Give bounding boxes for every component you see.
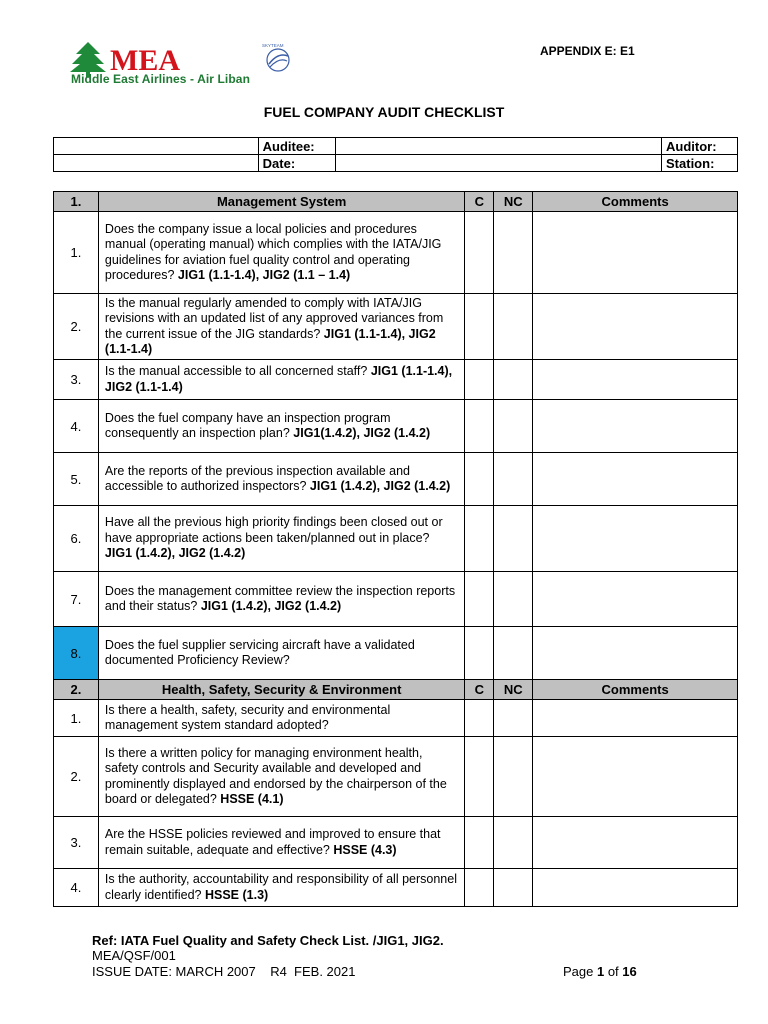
date-field[interactable] bbox=[335, 155, 661, 172]
column-c: C bbox=[465, 680, 494, 700]
item-question: Is the manual accessible to all concerned staff? JIG1 (1.1-1.4), JIG2 (1.1-1.4) bbox=[98, 360, 464, 400]
comments-cell[interactable] bbox=[533, 700, 738, 737]
item-question: Are the reports of the previous inspection available and accessible to authorized inspectors? JIG1 (1.4.2), JIG2 (1.4.2) bbox=[98, 453, 464, 506]
item-reference: JIG1 (1.1-1.4), JIG2 (1.1-1.4) bbox=[104, 364, 453, 394]
item-question: Is there a health, safety, security and environmental management system standard adopted? bbox=[98, 700, 464, 737]
column-nc: NC bbox=[494, 192, 533, 212]
item-reference: HSSE (1.3) bbox=[204, 887, 269, 902]
comments-cell[interactable] bbox=[533, 360, 738, 400]
comments-cell[interactable] bbox=[533, 400, 738, 453]
page-number: Page 1 of 16 bbox=[563, 964, 637, 979]
item-reference: HSSE (4.1) bbox=[220, 792, 284, 806]
non-compliant-cell[interactable] bbox=[494, 400, 533, 453]
non-compliant-cell[interactable] bbox=[494, 360, 533, 400]
blank-cell bbox=[54, 138, 259, 155]
mea-wordmark: MEA bbox=[110, 44, 180, 77]
audit-info-table bbox=[53, 137, 738, 172]
brand-tagline: Middle East Airlines - Air Liban bbox=[71, 72, 251, 86]
comments-cell[interactable] bbox=[533, 212, 738, 294]
document-title: FUEL COMPANY AUDIT CHECKLIST bbox=[263, 104, 505, 120]
comments-cell[interactable] bbox=[533, 627, 738, 680]
skyteam-text: SKYTEAM bbox=[262, 43, 284, 48]
table-row bbox=[54, 294, 738, 360]
compliant-cell[interactable] bbox=[465, 817, 494, 869]
section-title: Health, Safety, Security & Environment bbox=[98, 680, 464, 700]
item-number-selected[interactable]: 8. bbox=[54, 627, 99, 680]
item-number: 7. bbox=[54, 572, 99, 627]
column-c: C bbox=[465, 192, 494, 212]
station-label: Station: bbox=[662, 155, 738, 172]
column-nc: NC bbox=[494, 680, 533, 700]
item-reference: JIG1 (1.4.2), JIG2 (1.4.2) bbox=[104, 546, 246, 561]
table-row bbox=[54, 400, 738, 453]
compliant-cell[interactable] bbox=[465, 400, 494, 453]
section-header bbox=[54, 680, 738, 700]
footer-doc-code: MEA/QSF/001 bbox=[92, 948, 176, 963]
compliant-cell[interactable] bbox=[465, 572, 494, 627]
item-number: 1. bbox=[54, 700, 99, 737]
auditee-field[interactable] bbox=[335, 138, 661, 155]
item-question: Have all the previous high priority findings been closed out or have appropriate actions been taken/planned out in place? JIG1 (1.4.2), JIG2 (1.4.2) bbox=[98, 506, 464, 572]
blank-cell bbox=[54, 155, 259, 172]
comments-cell[interactable] bbox=[533, 506, 738, 572]
comments-cell[interactable] bbox=[533, 453, 738, 506]
non-compliant-cell[interactable] bbox=[494, 700, 533, 737]
compliant-cell[interactable] bbox=[465, 869, 494, 907]
section-number: 1. bbox=[54, 192, 99, 212]
section-number: 2. bbox=[54, 680, 99, 700]
compliant-cell[interactable] bbox=[465, 737, 494, 817]
table-row bbox=[54, 737, 738, 817]
date-label: Date: bbox=[258, 155, 335, 172]
auditor-label: Auditor: bbox=[662, 138, 738, 155]
table-row bbox=[54, 506, 738, 572]
compliant-cell[interactable] bbox=[465, 360, 494, 400]
non-compliant-cell[interactable] bbox=[494, 869, 533, 907]
table-row bbox=[54, 700, 738, 737]
item-question: Is the manual regularly amended to comply with IATA/JIG revisions with an updated list of any approved variances from the current issue of the JIG standards? JIG1 (1.1-1.4), JIG2 (1.1-1.4) bbox=[98, 294, 464, 360]
item-reference: HSSE (4.3) bbox=[333, 842, 397, 857]
item-question: Are the HSSE policies reviewed and improved to ensure that remain suitable, adequate and effective? HSSE (4.3) bbox=[98, 817, 464, 869]
footer-issue-date: ISSUE DATE: MARCH 2007 R4 FEB. 2021 bbox=[92, 964, 356, 979]
table-row bbox=[54, 360, 738, 400]
non-compliant-cell[interactable] bbox=[494, 212, 533, 294]
comments-cell[interactable] bbox=[533, 869, 738, 907]
compliant-cell[interactable] bbox=[465, 212, 494, 294]
comments-cell[interactable] bbox=[533, 294, 738, 360]
item-question: Does the management committee review the inspection reports and their status? JIG1 (1.4.2), JIG2 (1.4.2) bbox=[98, 572, 464, 627]
item-number: 3. bbox=[54, 360, 99, 400]
item-number: 2. bbox=[54, 737, 99, 817]
item-question: Does the company issue a local policies and procedures manual (operating manual) which complies with the IATA/JIG guidelines for aviation fuel quality control and operating procedures? JIG1 (1.1-1.4), JIG2 (1.1 – 1.4) bbox=[98, 212, 464, 294]
item-question: Does the fuel company have an inspection program consequently an inspection plan? JIG1(1.4.2), JIG2 (1.4.2) bbox=[98, 400, 464, 453]
checklist-table bbox=[53, 191, 738, 907]
item-number: 4. bbox=[54, 400, 99, 453]
non-compliant-cell[interactable] bbox=[494, 453, 533, 506]
item-number: 1. bbox=[54, 212, 99, 294]
item-number: 3. bbox=[54, 817, 99, 869]
column-comments: Comments bbox=[533, 680, 738, 700]
compliant-cell[interactable] bbox=[465, 700, 494, 737]
non-compliant-cell[interactable] bbox=[494, 572, 533, 627]
item-reference: JIG1 (1.4.2), JIG2 (1.4.2) bbox=[200, 599, 342, 613]
mea-logo bbox=[66, 40, 306, 95]
item-reference: JIG1 (1.4.2), JIG2 (1.4.2) bbox=[309, 479, 451, 493]
non-compliant-cell[interactable] bbox=[494, 294, 533, 360]
item-number: 2. bbox=[54, 294, 99, 360]
section-header bbox=[54, 192, 738, 212]
item-number: 6. bbox=[54, 506, 99, 572]
appendix-label: APPENDIX E: E1 bbox=[540, 44, 635, 58]
table-row bbox=[54, 453, 738, 506]
item-number: 4. bbox=[54, 869, 99, 907]
comments-cell[interactable] bbox=[533, 817, 738, 869]
compliant-cell[interactable] bbox=[465, 453, 494, 506]
item-question: Is the authority, accountability and responsibility of all personnel clearly identified? HSSE (1.3) bbox=[98, 869, 464, 907]
item-reference: JIG1(1.4.2), JIG2 (1.4.2) bbox=[293, 426, 431, 440]
skyteam-logo-icon bbox=[262, 43, 289, 71]
table-row bbox=[54, 817, 738, 869]
non-compliant-cell[interactable] bbox=[494, 737, 533, 817]
table-row bbox=[54, 627, 738, 680]
section-title: Management System bbox=[98, 192, 464, 212]
item-question: Does the fuel supplier servicing aircraft have a validated documented Proficiency Review? bbox=[98, 627, 464, 680]
table-row bbox=[54, 572, 738, 627]
auditee-label: Auditee: bbox=[258, 138, 335, 155]
table-row bbox=[54, 212, 738, 294]
item-question: Is there a written policy for managing environment health, safety controls and Security available and developed and prominently displayed and endorsed by the chairperson of the board or delegated? HSSE (4.1) bbox=[98, 737, 464, 817]
comments-cell[interactable] bbox=[533, 737, 738, 817]
non-compliant-cell[interactable] bbox=[494, 817, 533, 869]
comments-cell[interactable] bbox=[533, 572, 738, 627]
footer-reference: Ref: IATA Fuel Quality and Safety Check List. /JIG1, JIG2. bbox=[92, 933, 444, 948]
compliant-cell[interactable] bbox=[465, 506, 494, 572]
item-number: 5. bbox=[54, 453, 99, 506]
item-reference: JIG1 (1.1-1.4), JIG2 (1.1-1.4) bbox=[104, 326, 436, 356]
compliant-cell[interactable] bbox=[465, 294, 494, 360]
non-compliant-cell[interactable] bbox=[494, 506, 533, 572]
column-comments: Comments bbox=[533, 192, 738, 212]
item-reference: JIG1 (1.1-1.4), JIG2 (1.1 – 1.4) bbox=[177, 268, 351, 282]
compliant-cell[interactable] bbox=[465, 627, 494, 680]
table-row bbox=[54, 869, 738, 907]
non-compliant-cell[interactable] bbox=[494, 627, 533, 680]
